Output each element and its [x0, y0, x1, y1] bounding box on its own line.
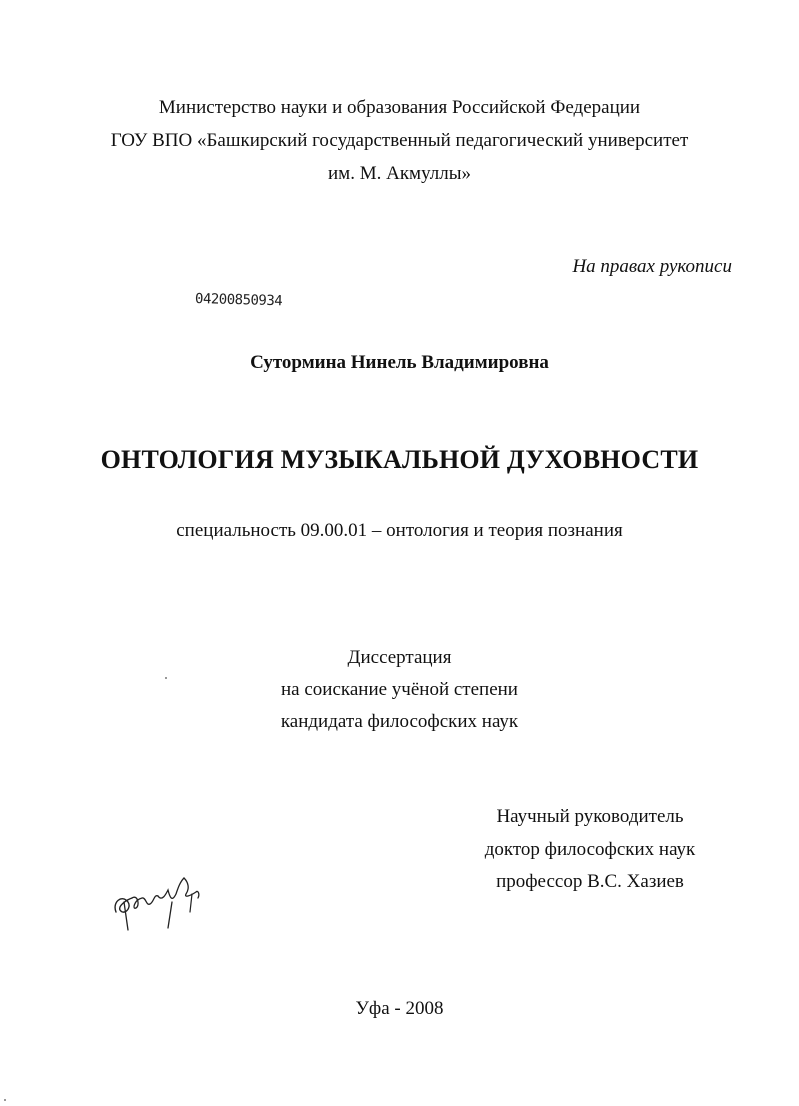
registration-stamp: 04200850934	[194, 291, 283, 310]
scan-speck	[165, 677, 167, 679]
ministry-line: Министерство науки и образования Российской Федерации	[158, 97, 641, 118]
advisor-line-3: профессор В.С. Хазиев	[496, 871, 684, 892]
advisor-line-1: Научный руководитель	[496, 806, 684, 827]
dissertation-title: ОНТОЛОГИЯ МУЗЫКАЛЬНОЙ ДУХОВНОСТИ	[100, 445, 699, 474]
manuscript-note: На правах рукописи	[572, 256, 732, 277]
city-year: Уфа - 2008	[355, 998, 444, 1019]
dissertation-line-2: на соискание учёной степени	[281, 679, 518, 700]
advisor-line-2: доктор философских наук	[484, 839, 696, 860]
author-name: Сутормина Нинель Владимировна	[250, 352, 549, 373]
handwritten-signature	[110, 872, 210, 934]
specialty-line: специальность 09.00.01 – онтология и теория познания	[176, 520, 623, 541]
scan-speck	[4, 1099, 6, 1101]
university-line-2: им. М. Акмуллы»	[328, 163, 471, 184]
university-line-1: ГОУ ВПО «Башкирский государственный педагогический университет	[110, 130, 689, 151]
dissertation-line-1: Диссертация	[347, 647, 452, 668]
dissertation-line-3: кандидата философских наук	[280, 711, 519, 732]
